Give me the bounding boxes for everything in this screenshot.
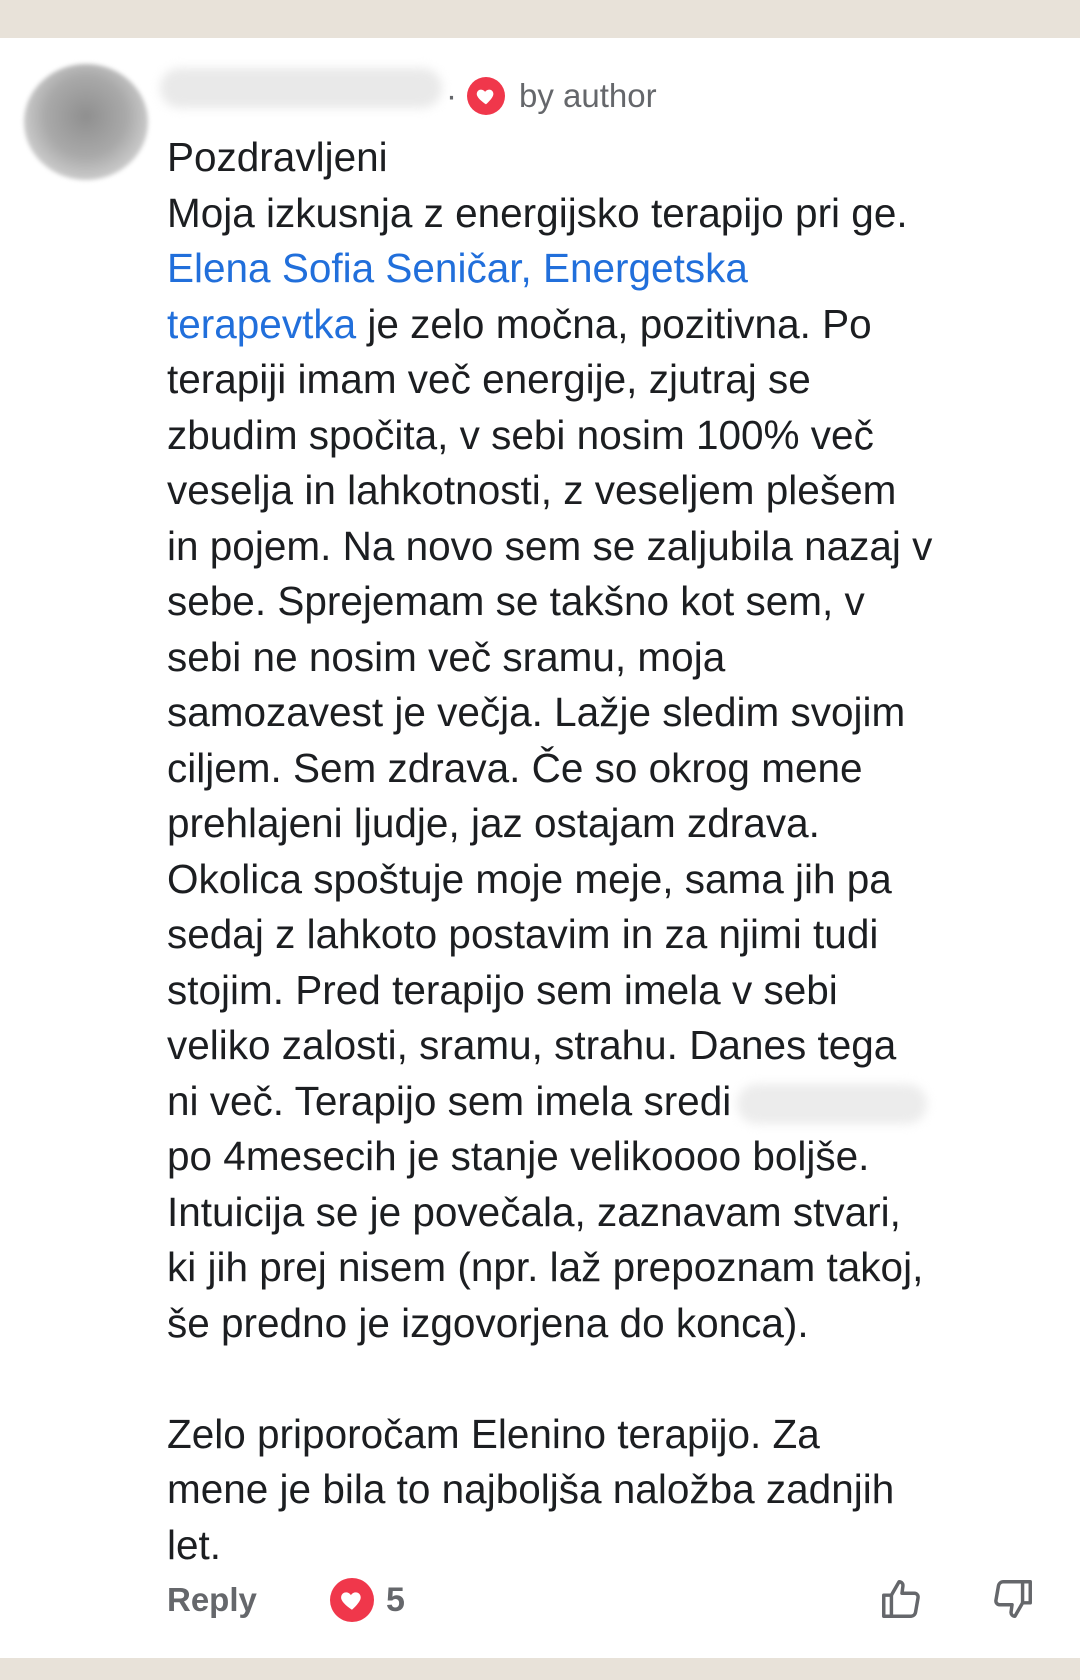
thumbs-up-icon[interactable] (876, 1574, 926, 1624)
mention-link-continued[interactable]: terapevtka (167, 300, 357, 347)
comment-line: samozavest je večja. Lažje sledim svojim (167, 689, 906, 735)
comment-card (0, 38, 1080, 1658)
author-badge: by author (519, 77, 657, 114)
comment-line: mene je bila to najboljša naložba zadnjih (167, 1466, 895, 1512)
reaction-count: 5 (386, 1580, 405, 1619)
heart-icon (467, 77, 505, 115)
comment-line: terapiji imam več energije, zjutraj se (167, 356, 811, 402)
comment-line: sebi ne nosim več sramu, moja (167, 633, 726, 680)
reply-button[interactable]: Reply (167, 1581, 257, 1618)
comment-line: ki jih prej nisem (npr. laž prepoznam takoj, (167, 1244, 924, 1290)
comment-line: let. (167, 1521, 222, 1568)
comment-line: prehlajeni ljudje, jaz ostajam zdrava. (167, 800, 820, 846)
comment-line: Okolica spoštuje moje meje, sama jih pa (167, 855, 892, 902)
comment-body (167, 130, 1067, 1573)
comment-line: sebe. Sprejemam se takšno kot sem, v (167, 578, 865, 624)
comment-text: je zelo močna, pozitivna. Po (356, 300, 872, 347)
comment-line: veselja in lahkotnosti, z veseljem plešem (167, 467, 897, 513)
comment-line: Zelo priporočam Elenino terapijo. Za (167, 1410, 820, 1457)
comment-line: po 4mesecih je stanje velikoooo boljše. (167, 1133, 870, 1179)
author-name-redacted[interactable] (160, 68, 442, 108)
comment-line: Pozdravljeni (167, 134, 388, 180)
comment-line: zbudim spočita, v sebi nosim 100% več (167, 411, 874, 458)
comment-meta (446, 74, 657, 118)
comment-line: Intuicija se je povečala, zaznavam stvari, (167, 1188, 901, 1235)
comment-line: sedaj z lahkoto postavim in za njimi tudi (167, 911, 879, 957)
thumbs-down-icon[interactable] (988, 1574, 1038, 1624)
comment-line-with-redaction (167, 1074, 1067, 1130)
separator-dot: · (446, 77, 457, 114)
reaction-summary[interactable] (330, 1578, 405, 1622)
comment-text: ni več. Terapijo sem imela sredi (167, 1077, 732, 1124)
comment-line: veliko zalosti, sramu, strahu. Danes tega (167, 1022, 897, 1068)
comment-line: Moja izkusnja z energijsko terapijo pri ge. (167, 189, 908, 236)
comment-line-with-link (167, 297, 1067, 353)
comment-line: ciljem. Sem zdrava. Če so okrog mene (167, 744, 863, 791)
redacted-text (737, 1084, 927, 1124)
comment-line: in pojem. Na novo sem se zaljubila nazaj v (167, 522, 933, 569)
heart-reaction-icon (330, 1578, 374, 1622)
avatar[interactable] (24, 64, 148, 180)
paragraph-gap (167, 1351, 1067, 1407)
comment-actions (167, 1578, 257, 1622)
mention-link[interactable]: Elena Sofia Seničar, Energetska (167, 245, 748, 291)
comment-line: še predno je izgovorjena do konca). (167, 1299, 809, 1346)
comment-line: stojim. Pred terapijo sem imela v sebi (167, 966, 838, 1013)
